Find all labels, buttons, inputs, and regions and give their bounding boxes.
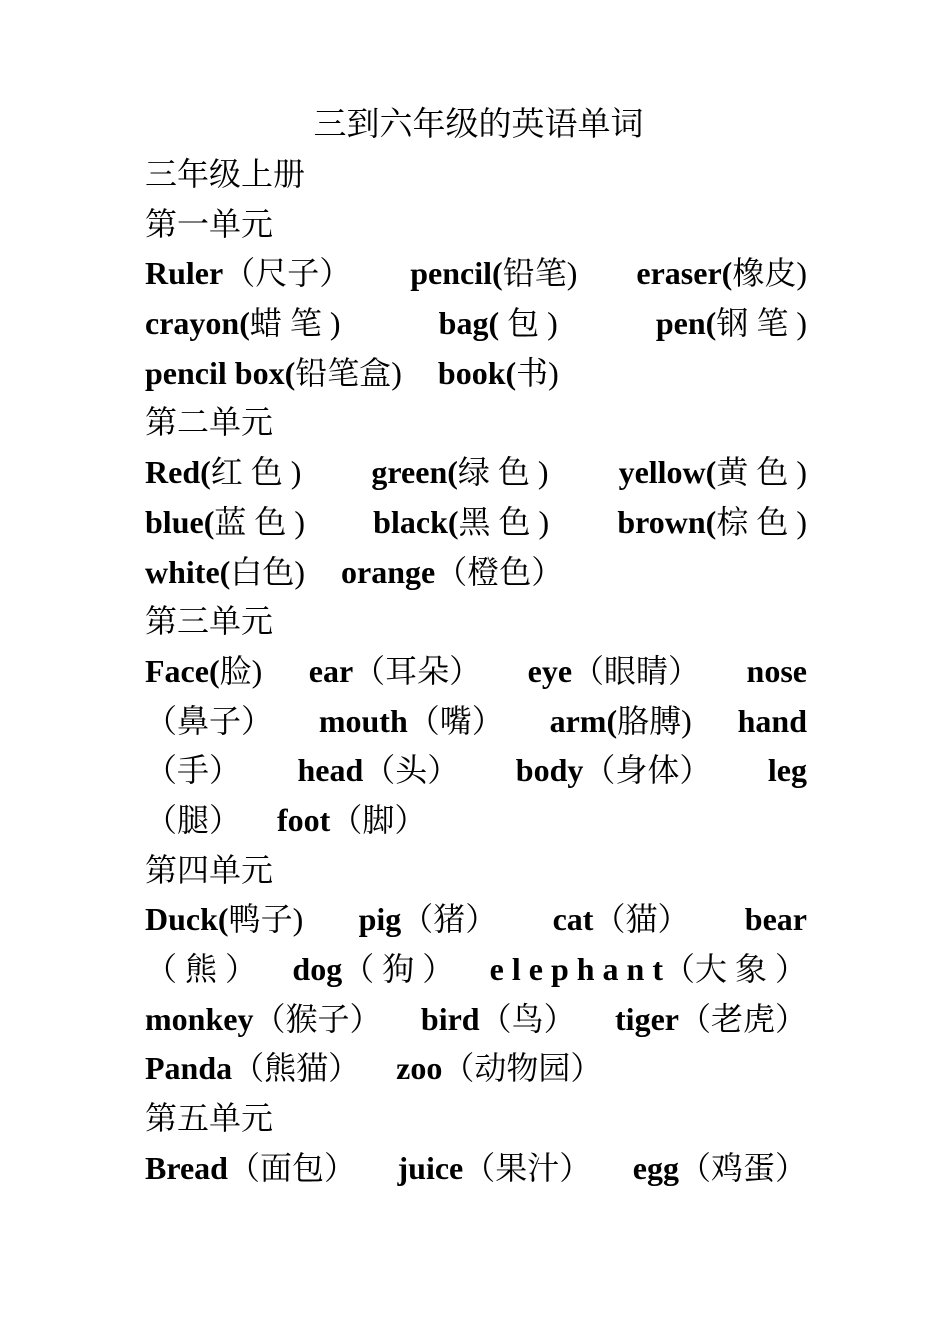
chinese-meaning: 书)	[516, 354, 559, 391]
units-container	[145, 200, 807, 1194]
vocab-entry	[145, 746, 241, 796]
chinese-meaning: 黑 色 )	[458, 503, 550, 540]
english-word: eraser(	[636, 255, 733, 292]
unit-heading: 第一单元	[145, 205, 274, 242]
chinese-meaning: 红 色 )	[210, 454, 302, 491]
english-word: dog	[292, 951, 343, 987]
unit-heading: 第五单元	[145, 1100, 274, 1137]
unit-section	[145, 200, 807, 399]
vocab-entry	[439, 299, 558, 349]
english-word: zoo	[396, 1050, 443, 1087]
vocab-entry	[550, 697, 692, 747]
chinese-meaning: （脚）	[330, 801, 427, 838]
vocab-entry	[410, 249, 577, 299]
vocab-entry	[319, 697, 504, 747]
vocab-entry	[421, 995, 576, 1045]
vocab-entry	[633, 1144, 807, 1194]
english-word: Bread	[145, 1149, 228, 1186]
vocab-entry	[277, 796, 426, 846]
vocab-entry	[438, 349, 559, 399]
vocab-entry	[373, 498, 549, 548]
english-word: book(	[437, 354, 517, 391]
vocab-entry	[145, 299, 341, 349]
chinese-meaning: （ 狗 ）	[342, 951, 455, 987]
english-word: bear	[744, 901, 807, 938]
vocab-line	[145, 349, 807, 399]
english-word: black(	[373, 503, 459, 540]
english-word: ear	[308, 652, 354, 689]
chinese-meaning: （尺子）	[223, 255, 352, 292]
chinese-meaning: 蜡 笔 )	[249, 305, 341, 342]
chinese-meaning: 铅笔)	[502, 255, 578, 292]
chinese-meaning: （手）	[145, 752, 242, 789]
english-word: tiger	[615, 1000, 679, 1037]
chinese-meaning: （鼻子）	[145, 702, 274, 739]
chinese-meaning: （大 象 ）	[662, 951, 807, 987]
vocab-entry	[145, 647, 262, 697]
vocab-entry	[553, 895, 690, 945]
chinese-meaning: （橙色）	[435, 553, 564, 590]
english-word: pencil(	[410, 255, 503, 292]
vocab-line	[145, 995, 807, 1045]
chinese-meaning: （鸡蛋）	[678, 1149, 807, 1186]
english-word: Face(	[145, 652, 220, 689]
unit-heading: 第四单元	[145, 851, 274, 888]
vocab-line	[145, 249, 807, 299]
chinese-meaning: （耳朵）	[353, 652, 482, 689]
chinese-meaning: 脸)	[219, 652, 263, 689]
vocab-entry	[371, 448, 548, 498]
unit-heading: 第二单元	[145, 404, 274, 441]
vocab-entry	[145, 498, 305, 548]
vocab-entry	[396, 1044, 602, 1094]
chinese-meaning: （鸟）	[479, 1000, 576, 1037]
chinese-meaning: （嘴）	[407, 702, 504, 739]
chinese-meaning: （头）	[363, 752, 460, 789]
english-word: hand	[737, 702, 807, 739]
vocab-entry	[145, 448, 301, 498]
vocab-entry	[619, 448, 807, 498]
english-word: Ruler	[145, 255, 224, 292]
vocab-entry	[292, 945, 454, 995]
chinese-meaning: （腿）	[145, 801, 242, 838]
chinese-meaning: （果汁）	[463, 1149, 592, 1186]
vocab-entry	[145, 1044, 360, 1094]
english-word: green(	[371, 454, 458, 491]
english-word: cat	[552, 901, 594, 938]
english-word: leg	[767, 752, 807, 789]
vocab-entry	[145, 796, 241, 846]
chinese-meaning: （猫）	[593, 901, 690, 938]
english-word: head	[297, 752, 364, 789]
unit-heading: 第三单元	[145, 603, 274, 640]
vocab-entry	[145, 697, 273, 747]
english-word: Red(	[145, 454, 211, 491]
english-word: blue(	[145, 503, 215, 540]
vocab-entry	[145, 1144, 356, 1194]
vocab-line	[145, 548, 807, 598]
vocab-line	[145, 796, 807, 846]
vocab-entry	[747, 647, 807, 697]
chinese-meaning: （老虎）	[678, 1000, 807, 1037]
chinese-meaning: （眼睛）	[572, 652, 701, 689]
chinese-meaning: （ 熊 ）	[145, 951, 258, 987]
document-title: 三到六年级的英语单词	[313, 107, 644, 143]
english-word: body	[515, 752, 584, 789]
english-word: white(	[145, 553, 231, 590]
english-word: pencil box(	[145, 354, 296, 391]
english-word: orange	[340, 553, 436, 590]
document-page	[145, 100, 807, 1193]
english-word: brown(	[617, 503, 717, 540]
vocab-entry	[341, 548, 563, 598]
unit-section	[145, 1094, 807, 1193]
unit-section	[145, 846, 807, 1094]
grade-heading: 三年级上册	[145, 156, 306, 192]
chinese-meaning: （熊猫）	[232, 1050, 361, 1087]
vocab-line	[145, 945, 807, 995]
chinese-meaning: 橡皮)	[732, 255, 807, 292]
vocab-line	[145, 1044, 807, 1094]
vocab-entry	[738, 697, 807, 747]
chinese-meaning: 包 )	[499, 305, 558, 342]
chinese-meaning: 铅笔盒)	[295, 354, 402, 391]
english-word: yellow(	[618, 454, 717, 491]
vocab-entry	[516, 746, 712, 796]
english-word: monkey	[145, 1000, 254, 1037]
vocab-line	[145, 647, 807, 697]
english-word: Panda	[145, 1050, 233, 1087]
vocab-entry	[145, 349, 402, 399]
vocab-line	[145, 1144, 807, 1194]
vocab-entry	[309, 647, 481, 697]
chinese-meaning: 蓝 色 )	[214, 503, 306, 540]
vocab-line	[145, 299, 807, 349]
english-word: egg	[632, 1149, 679, 1186]
vocab-line	[145, 746, 807, 796]
english-word: e l e p h a n t	[489, 951, 663, 987]
vocab-entry	[636, 249, 807, 299]
english-word: arm(	[549, 702, 618, 739]
english-word: pig	[358, 901, 402, 938]
vocab-entry	[359, 895, 498, 945]
vocab-entry	[145, 895, 303, 945]
chinese-meaning: 白色)	[230, 553, 305, 590]
chinese-meaning: 黄 色 )	[716, 454, 807, 491]
unit-section	[145, 597, 807, 845]
chinese-meaning: 鸭子)	[228, 901, 304, 938]
vocab-entry	[298, 746, 460, 796]
vocab-entry	[615, 995, 807, 1045]
chinese-meaning: 钢 笔 )	[716, 305, 807, 342]
vocab-entry	[528, 647, 700, 697]
unit-section	[145, 398, 807, 597]
english-word: pen(	[655, 305, 717, 342]
chinese-meaning: （动物园）	[442, 1050, 603, 1087]
english-word: eye	[527, 652, 573, 689]
english-word: juice	[397, 1149, 464, 1186]
chinese-meaning: 胳膊)	[617, 702, 692, 739]
vocab-line	[145, 448, 807, 498]
vocab-entry	[656, 299, 807, 349]
english-word: bag(	[438, 305, 500, 342]
vocab-entry	[145, 945, 257, 995]
chinese-meaning: （猴子）	[253, 1000, 382, 1037]
vocab-line	[145, 498, 807, 548]
english-word: bird	[420, 1000, 480, 1037]
chinese-meaning: 绿 色 )	[457, 454, 549, 491]
english-word: mouth	[318, 702, 408, 739]
chinese-meaning: （猪）	[401, 901, 498, 938]
vocab-entry	[768, 746, 807, 796]
chinese-meaning: 棕 色 )	[716, 503, 807, 540]
vocab-line	[145, 697, 807, 747]
vocab-entry	[145, 548, 305, 598]
english-word: nose	[746, 652, 807, 689]
vocab-entry	[398, 1144, 592, 1194]
chinese-meaning: （面包）	[227, 1149, 356, 1186]
english-word: crayon(	[145, 305, 250, 342]
vocab-entry	[145, 995, 381, 1045]
chinese-meaning: （身体）	[583, 752, 712, 789]
english-word: foot	[277, 801, 331, 838]
vocab-entry	[617, 498, 807, 548]
vocab-line	[145, 895, 807, 945]
vocab-entry	[145, 249, 351, 299]
vocab-entry	[490, 945, 807, 995]
english-word: Duck(	[145, 901, 229, 938]
vocab-entry	[745, 895, 807, 945]
